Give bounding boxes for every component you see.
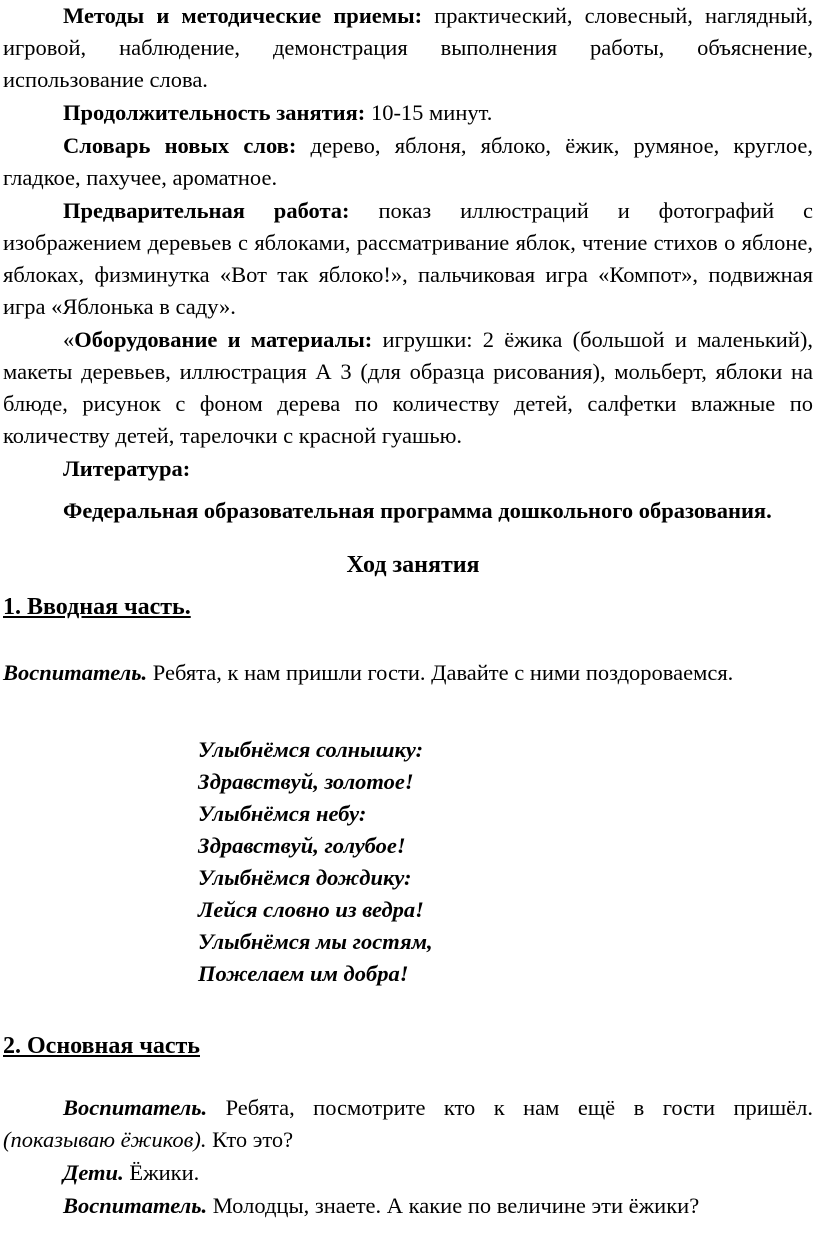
dialog-1-text: Ребята, посмотрите кто к нам ещё в гости пришёл. — [207, 1095, 813, 1120]
document-page — [3, 0, 813, 1222]
poem-line: Улыбнёмся солнышку: — [198, 737, 424, 762]
dialog-paragraph-1 — [3, 1092, 813, 1156]
literature-label-paragraph — [3, 453, 813, 485]
duration-text: 10-15 минут. — [365, 100, 493, 125]
dialog-paragraph-2 — [3, 1157, 813, 1189]
vocab-paragraph — [3, 130, 813, 194]
poem-line: Здравствуй, золотое! — [198, 769, 414, 794]
poem-line: Улыбнёмся небу: — [198, 801, 367, 826]
literature-label: Литература: — [63, 456, 191, 481]
prep-text: показ иллюстраций и фотографий с изображением деревьев с яблоками, рассматривание яблок, чтение стихов о яблоне, яблоках, физминутка «Вот так яблоко!», пальчиковая игра «Компот», подвижная игра «Яблонька в саду». — [3, 198, 813, 319]
dialog-2-speaker: Дети. — [63, 1160, 124, 1185]
vocab-label: Словарь новых слов: — [63, 133, 297, 158]
part1-heading: 1. Вводная часть. — [3, 594, 191, 620]
poem-line: Улыбнёмся мы гостям, — [198, 929, 433, 954]
poem-line: Пожелаем им добра! — [198, 961, 409, 986]
dialog-2-text: Ёжики. — [123, 1160, 200, 1185]
part1-speaker: Воспитатель. — [3, 660, 148, 685]
duration-label: Продолжительность занятия: — [63, 100, 366, 125]
dialog-paragraph-3 — [3, 1190, 813, 1222]
part1-text: Ребята, к нам пришли гости. Давайте с ними поздороваемся. — [147, 660, 734, 685]
equipment-quote: « — [63, 327, 75, 352]
dialog-3-text: Молодцы, знаете. А какие по величине эти ёжики? — [207, 1193, 700, 1218]
methods-paragraph — [3, 0, 813, 96]
methods-label: Методы и методические приемы: — [63, 3, 423, 28]
poem-line: Улыбнёмся дождику: — [198, 865, 412, 890]
equipment-text: игрушки: 2 ёжика (большой и маленький), макеты деревьев, иллюстрация А 3 (для образца рисования), мольберт, яблоки на блюде, рисунок с фоном дерева по количеству детей, салфетки влажные по количеству детей, тарелочки с красной гуашью. — [3, 327, 814, 448]
dialog-1-note: (показываю ёжиков). — [3, 1127, 207, 1152]
prep-label: Предварительная работа: — [63, 198, 350, 223]
part1-paragraph — [3, 657, 813, 689]
part2-heading: 2. Основная часть — [3, 1033, 200, 1059]
equipment-label: Оборудование и материалы: — [74, 327, 373, 352]
poem-line: Здравствуй, голубое! — [198, 833, 406, 858]
methods-text: практический, словесный, наглядный, игровой, наблюдение, демонстрация выполнения работы, объяснение, использование слова. — [3, 3, 813, 92]
lesson-title: Ход занятия — [346, 552, 480, 578]
literature-text: Федеральная образовательная программа дошкольного образования. — [63, 498, 772, 523]
vocab-text: дерево, яблоня, яблоко, ёжик, румяное, круглое, гладкое, пахучее, ароматное. — [3, 133, 813, 190]
dialog-3-speaker: Воспитатель. — [63, 1193, 208, 1218]
dialog-1-speaker: Воспитатель. — [63, 1095, 208, 1120]
equipment-paragraph — [3, 324, 813, 452]
dialog-1-text-2: Кто это? — [206, 1127, 294, 1152]
greeting-poem — [3, 734, 813, 990]
poem-line: Лейся словно из ведра! — [198, 897, 424, 922]
prep-paragraph — [3, 195, 813, 323]
duration-paragraph — [3, 97, 813, 129]
